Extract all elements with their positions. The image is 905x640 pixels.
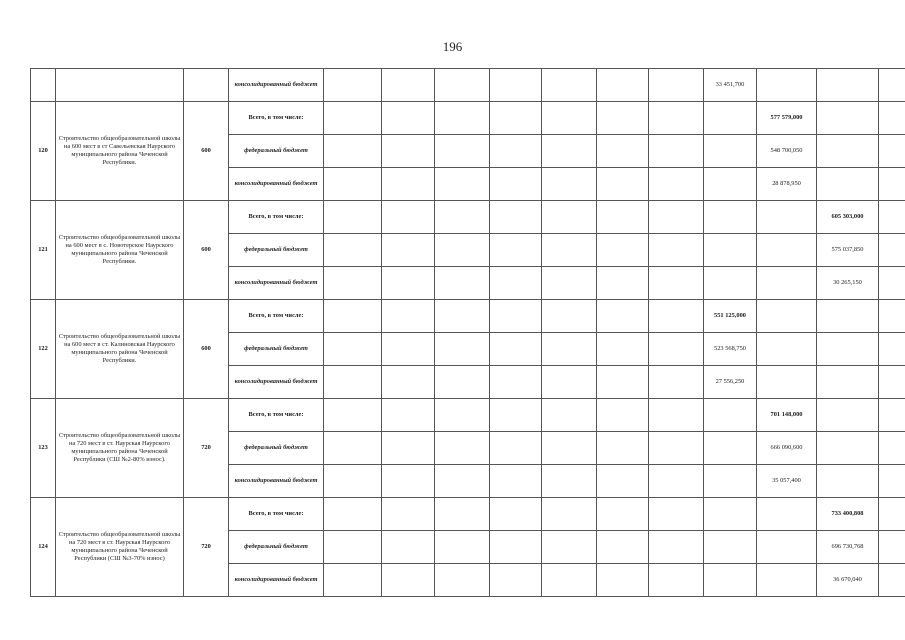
value-cell [879, 564, 905, 597]
value-cell [817, 432, 879, 465]
value-cell [382, 564, 435, 597]
value-cell [324, 168, 382, 201]
table-row [31, 498, 905, 531]
budget-type-cell: консолидированный бюджет [229, 564, 324, 597]
project-number: 123 [31, 399, 56, 498]
value-cell [597, 498, 649, 531]
value-cell: 575 037,850 [817, 234, 879, 267]
value-cell [817, 69, 879, 102]
budget-table [30, 68, 905, 597]
value-cell [324, 69, 382, 102]
value-cell: 35 057,400 [757, 465, 817, 498]
value-cell: 605 303,000 [817, 201, 879, 234]
value-cell [597, 201, 649, 234]
value-cell [435, 135, 490, 168]
name-cell [56, 69, 184, 102]
budget-type-cell: Всего, в том числе: [229, 300, 324, 333]
value-cell [879, 201, 905, 234]
value-cell [490, 333, 542, 366]
budget-type-cell: консолидированный бюджет [229, 69, 324, 102]
value-cell [649, 498, 704, 531]
value-cell [324, 267, 382, 300]
value-cell [649, 366, 704, 399]
value-cell: 548 700,050 [757, 135, 817, 168]
budget-type-cell: консолидированный бюджет [229, 366, 324, 399]
value-cell [435, 333, 490, 366]
value-cell [597, 366, 649, 399]
value-cell [879, 432, 905, 465]
project-capacity: 600 [184, 201, 229, 300]
value-cell [382, 333, 435, 366]
value-cell [757, 366, 817, 399]
budget-type-cell: федеральный бюджет [229, 333, 324, 366]
value-cell [879, 69, 905, 102]
table-row [31, 399, 905, 432]
value-cell [757, 531, 817, 564]
budget-type-cell: консолидированный бюджет [229, 465, 324, 498]
value-cell [597, 399, 649, 432]
value-cell [490, 168, 542, 201]
budget-table-body [31, 69, 905, 597]
value-cell [542, 399, 597, 432]
value-cell [542, 267, 597, 300]
value-cell [542, 69, 597, 102]
value-cell [542, 498, 597, 531]
value-cell [324, 333, 382, 366]
value-cell [649, 564, 704, 597]
value-cell [817, 135, 879, 168]
value-cell [382, 135, 435, 168]
project-capacity: 720 [184, 399, 229, 498]
value-cell [597, 234, 649, 267]
value-cell [490, 300, 542, 333]
value-cell [324, 564, 382, 597]
project-number: 121 [31, 201, 56, 300]
value-cell [704, 201, 757, 234]
value-cell [597, 168, 649, 201]
value-cell [704, 498, 757, 531]
budget-type-cell: федеральный бюджет [229, 531, 324, 564]
value-cell [490, 201, 542, 234]
value-cell [324, 498, 382, 531]
value-cell [879, 300, 905, 333]
value-cell [757, 300, 817, 333]
project-number: 122 [31, 300, 56, 399]
project-capacity: 600 [184, 300, 229, 399]
budget-type-cell: Всего, в том числе: [229, 201, 324, 234]
project-name: Строительство общеобразовательной школы на 600 мест в ст. Калиновская Наурского муниципального района Чеченской Республики. [56, 300, 184, 399]
value-cell [542, 102, 597, 135]
value-cell [649, 135, 704, 168]
value-cell [704, 234, 757, 267]
value-cell [324, 234, 382, 267]
budget-type-cell: консолидированный бюджет [229, 267, 324, 300]
page-number: 196 [442, 39, 463, 54]
value-cell [597, 531, 649, 564]
table-row [31, 201, 905, 234]
value-cell [490, 465, 542, 498]
value-cell [817, 333, 879, 366]
value-cell: 577 579,000 [757, 102, 817, 135]
value-cell [649, 69, 704, 102]
value-cell [435, 465, 490, 498]
value-cell [542, 168, 597, 201]
value-cell [757, 564, 817, 597]
value-cell: 33 451,700 [704, 69, 757, 102]
value-cell [324, 135, 382, 168]
value-cell [324, 531, 382, 564]
value-cell [542, 366, 597, 399]
value-cell: 27 556,250 [704, 366, 757, 399]
value-cell [435, 69, 490, 102]
value-cell [435, 267, 490, 300]
value-cell [597, 135, 649, 168]
value-cell [817, 465, 879, 498]
num-cell [31, 69, 56, 102]
value-cell [435, 531, 490, 564]
value-cell [597, 300, 649, 333]
value-cell [435, 102, 490, 135]
value-cell [649, 531, 704, 564]
value-cell [649, 201, 704, 234]
value-cell [704, 267, 757, 300]
project-name: Строительство общеобразовательной школы на 720 мест в ст. Наурская Наурского муниципального района Чеченской Республики (СШ №3-70% износ) [56, 498, 184, 597]
value-cell [649, 465, 704, 498]
table-row [31, 69, 905, 102]
value-cell: 733 400,808 [817, 498, 879, 531]
value-cell [542, 300, 597, 333]
value-cell [490, 432, 542, 465]
value-cell: 666 090,600 [757, 432, 817, 465]
capacity-cell [184, 69, 229, 102]
value-cell [324, 465, 382, 498]
value-cell: 36 670,040 [817, 564, 879, 597]
value-cell [879, 498, 905, 531]
value-cell [490, 135, 542, 168]
value-cell [542, 432, 597, 465]
budget-type-cell: Всего, в том числе: [229, 498, 324, 531]
value-cell [704, 168, 757, 201]
budget-type-cell: Всего, в том числе: [229, 102, 324, 135]
project-name: Строительство общеобразовательной школы на 600 мест в ст Савельевская Наурского муниципального района Чеченской Республики. [56, 102, 184, 201]
project-name: Строительство общеобразовательной школы на 600 мест в с. Новотерское Наурского муниципального района Чеченской Республики. [56, 201, 184, 300]
value-cell [324, 432, 382, 465]
value-cell [879, 267, 905, 300]
value-cell [649, 234, 704, 267]
value-cell [817, 300, 879, 333]
value-cell [435, 498, 490, 531]
value-cell [382, 69, 435, 102]
value-cell [382, 432, 435, 465]
value-cell [879, 168, 905, 201]
value-cell [879, 234, 905, 267]
value-cell [649, 300, 704, 333]
value-cell: 701 148,000 [757, 399, 817, 432]
value-cell [704, 399, 757, 432]
value-cell [649, 432, 704, 465]
value-cell [542, 564, 597, 597]
value-cell [879, 102, 905, 135]
value-cell [757, 267, 817, 300]
value-cell [597, 432, 649, 465]
value-cell [490, 399, 542, 432]
value-cell [704, 432, 757, 465]
value-cell [817, 366, 879, 399]
value-cell [382, 102, 435, 135]
value-cell [435, 564, 490, 597]
budget-type-cell: консолидированный бюджет [229, 168, 324, 201]
value-cell [435, 234, 490, 267]
value-cell [324, 366, 382, 399]
value-cell: 28 878,950 [757, 168, 817, 201]
value-cell [597, 102, 649, 135]
value-cell [649, 102, 704, 135]
value-cell [542, 531, 597, 564]
value-cell [435, 399, 490, 432]
value-cell [757, 201, 817, 234]
budget-type-cell: федеральный бюджет [229, 432, 324, 465]
value-cell [490, 498, 542, 531]
project-number: 124 [31, 498, 56, 597]
value-cell [382, 531, 435, 564]
value-cell [435, 201, 490, 234]
value-cell [704, 135, 757, 168]
value-cell [435, 432, 490, 465]
value-cell [757, 234, 817, 267]
table-row [31, 300, 905, 333]
value-cell [542, 465, 597, 498]
value-cell [490, 234, 542, 267]
value-cell [490, 564, 542, 597]
value-cell [879, 366, 905, 399]
value-cell [382, 465, 435, 498]
value-cell [542, 234, 597, 267]
value-cell [382, 267, 435, 300]
value-cell [382, 399, 435, 432]
value-cell [817, 399, 879, 432]
value-cell [879, 531, 905, 564]
project-capacity: 720 [184, 498, 229, 597]
table-row [31, 102, 905, 135]
budget-type-cell: федеральный бюджет [229, 135, 324, 168]
value-cell [324, 300, 382, 333]
value-cell [649, 168, 704, 201]
value-cell: 30 265,150 [817, 267, 879, 300]
budget-type-cell: федеральный бюджет [229, 234, 324, 267]
value-cell [649, 399, 704, 432]
value-cell [324, 102, 382, 135]
value-cell [704, 564, 757, 597]
value-cell [324, 201, 382, 234]
value-cell [490, 69, 542, 102]
project-number: 120 [31, 102, 56, 201]
value-cell: 551 125,000 [704, 300, 757, 333]
value-cell [597, 267, 649, 300]
value-cell [490, 366, 542, 399]
value-cell [597, 564, 649, 597]
value-cell [490, 531, 542, 564]
value-cell [435, 300, 490, 333]
value-cell [597, 333, 649, 366]
value-cell [435, 168, 490, 201]
value-cell [382, 366, 435, 399]
budget-type-cell: Всего, в том числе: [229, 399, 324, 432]
project-name: Строительство общеобразовательной школы на 720 мест в ст. Наурская Наурского муниципального района Чеченской Республики (СШ №2-80% износ). [56, 399, 184, 498]
value-cell [382, 234, 435, 267]
value-cell [817, 168, 879, 201]
value-cell [649, 333, 704, 366]
value-cell [817, 102, 879, 135]
value-cell [542, 201, 597, 234]
value-cell [542, 333, 597, 366]
value-cell [649, 267, 704, 300]
value-cell [757, 333, 817, 366]
value-cell [597, 69, 649, 102]
value-cell [704, 531, 757, 564]
value-cell [757, 69, 817, 102]
value-cell: 523 568,750 [704, 333, 757, 366]
value-cell [879, 399, 905, 432]
value-cell [435, 366, 490, 399]
value-cell [704, 465, 757, 498]
value-cell [879, 135, 905, 168]
value-cell [382, 300, 435, 333]
value-cell [757, 498, 817, 531]
value-cell [382, 168, 435, 201]
value-cell [597, 465, 649, 498]
value-cell [382, 201, 435, 234]
value-cell [324, 399, 382, 432]
value-cell [704, 102, 757, 135]
project-capacity: 600 [184, 102, 229, 201]
value-cell [879, 333, 905, 366]
value-cell [490, 102, 542, 135]
value-cell [542, 135, 597, 168]
value-cell [879, 465, 905, 498]
value-cell [490, 267, 542, 300]
value-cell [382, 498, 435, 531]
value-cell: 696 730,768 [817, 531, 879, 564]
